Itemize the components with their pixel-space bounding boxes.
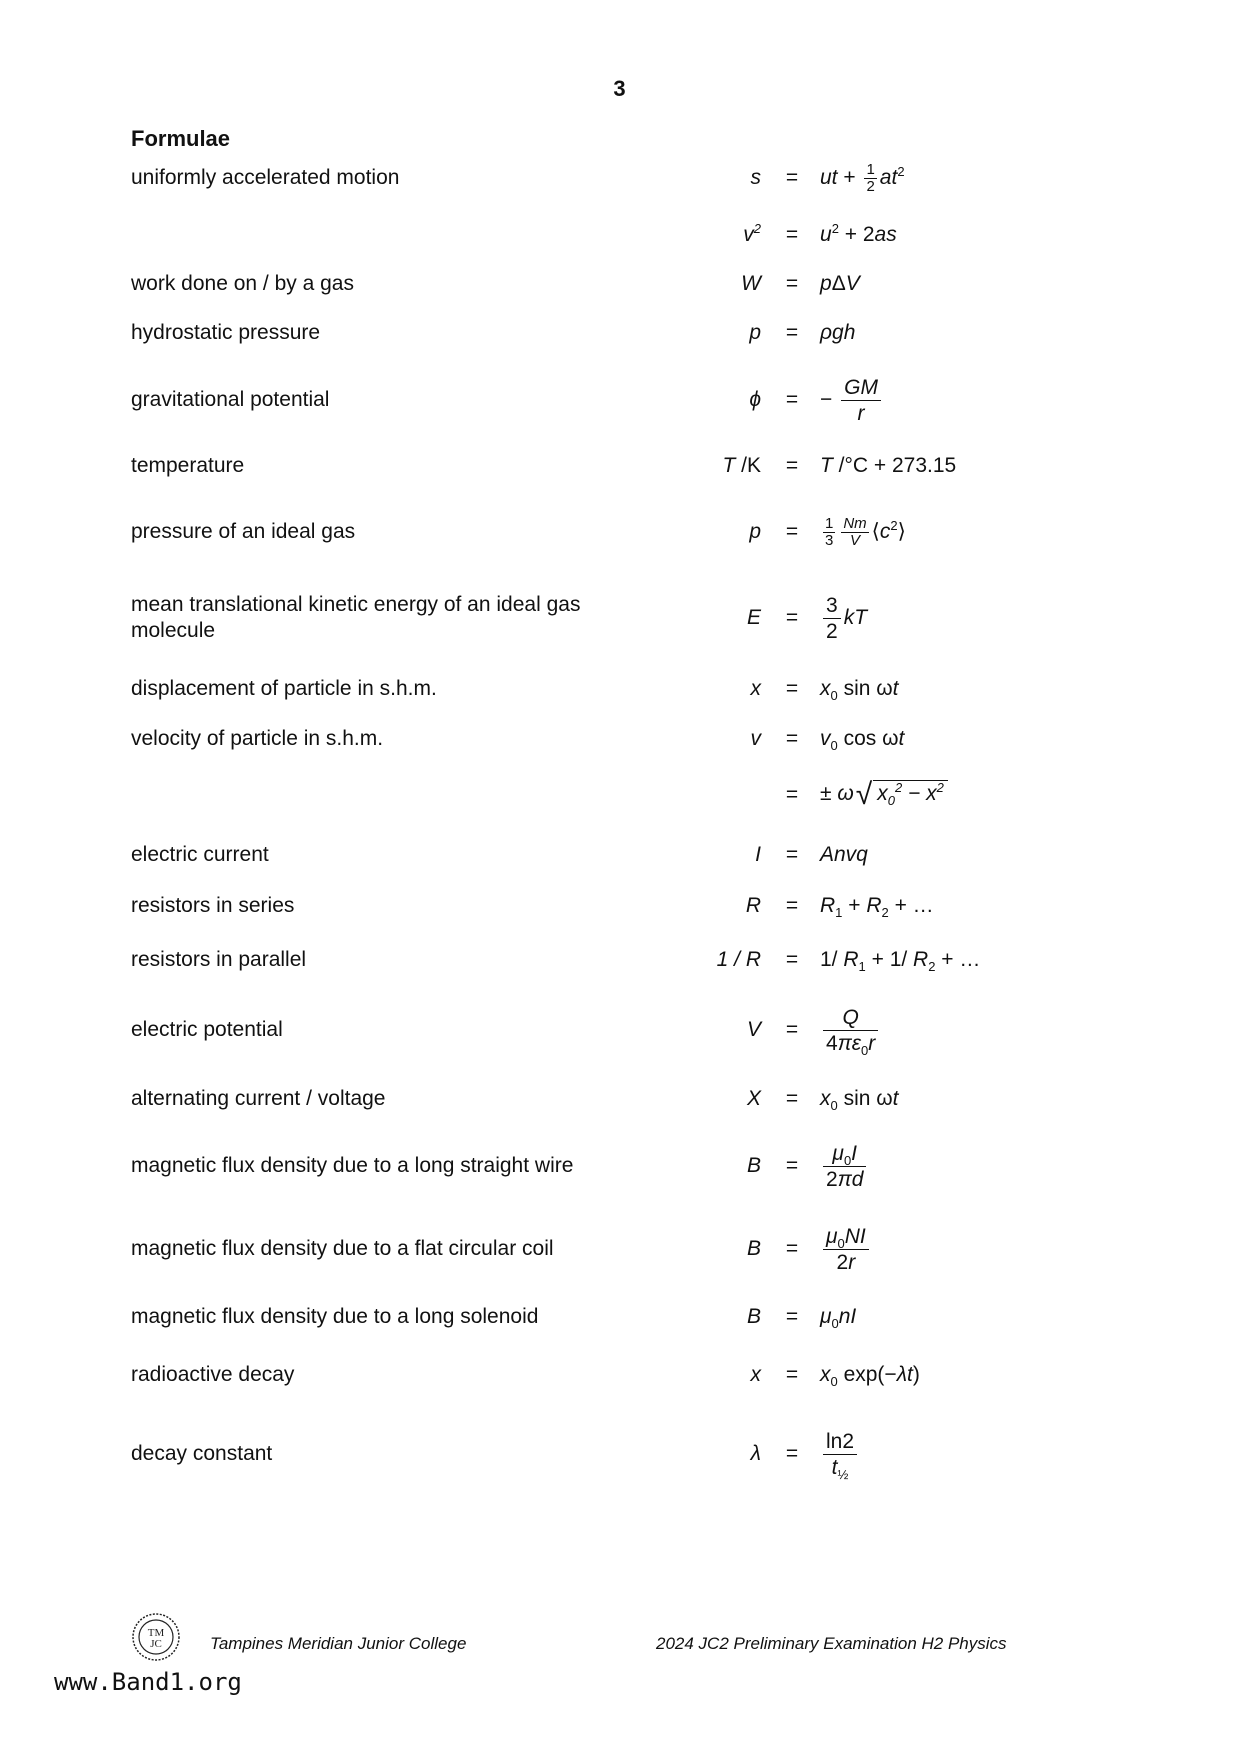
- section-heading: Formulae: [131, 126, 231, 151]
- formula-symbol: p: [749, 321, 761, 344]
- formula-expression: $u^2 + 2as$: [820, 221, 897, 246]
- equals-sign: =: [785, 166, 799, 189]
- formula-symbol: p: [749, 520, 761, 543]
- equals-sign: =: [785, 1087, 799, 1110]
- equals-sign: =: [785, 1442, 799, 1465]
- equals-sign: =: [785, 783, 799, 806]
- formula-label: decay constant: [131, 1442, 273, 1465]
- equals-sign: =: [785, 272, 799, 295]
- formula-label: magnetic flux density due to a long straight wire: [131, 1154, 574, 1177]
- formula-label: magnetic flux density due to a flat circular coil: [131, 1237, 554, 1260]
- formula-expression: pΔV: [820, 272, 860, 295]
- formula-symbol: R: [745, 894, 761, 917]
- formula-symbol: W: [741, 272, 761, 295]
- formula-symbol: B: [746, 1154, 761, 1177]
- formula-label: gravitational potential: [131, 388, 330, 411]
- formula-expression: $\frac{\mu_0I}{2\pi d}$: [820, 1141, 869, 1192]
- watermark-url: www.Band1.org: [54, 1668, 242, 1696]
- formula-label: pressure of an ideal gas: [131, 520, 356, 543]
- college-logo-icon: [131, 1612, 181, 1662]
- formula-symbol: I: [755, 843, 761, 866]
- equals-sign: =: [785, 1018, 799, 1041]
- formula-expression: $\frac{\ln 2}{t_{\frac{1}{2}}}$: [820, 1429, 860, 1480]
- formula-label: electric current: [131, 843, 269, 866]
- equals-sign: =: [785, 454, 799, 477]
- formula-label: hydrostatic pressure: [131, 321, 321, 344]
- page-number: 3: [613, 76, 626, 101]
- formula-label: electric potential: [131, 1018, 283, 1041]
- formula-label: velocity of particle in s.h.m.: [131, 727, 384, 750]
- equals-sign: =: [785, 520, 799, 543]
- formula-expression: $R_1 + R_2$ + …: [820, 894, 934, 921]
- formula-symbol: V: [746, 1018, 761, 1041]
- formula-symbol: E: [746, 606, 761, 629]
- formula-expression: T /°C + 273.15: [820, 454, 957, 477]
- svg-text:JC: JC: [150, 1638, 162, 1650]
- equals-sign: =: [785, 1154, 799, 1177]
- formula-expression: Anvq: [820, 843, 868, 866]
- formula-symbol: v: [750, 727, 761, 750]
- formula-symbol: x: [750, 677, 761, 700]
- formula-symbol: x: [750, 1363, 761, 1386]
- formula-expression: $\frac{1}{3}$ $\frac{Nm}{V}$ $⟨c^2⟩$: [825, 514, 906, 549]
- formula-label: resistors in parallel: [131, 948, 307, 971]
- footer-college-name: Tampines Meridian Junior College: [210, 1634, 467, 1653]
- formula-expression: $\mu_0nI$: [820, 1305, 857, 1332]
- formula-label: work done on / by a gas: [131, 272, 354, 295]
- formula-label: displacement of particle in s.h.m.: [131, 677, 437, 700]
- equals-sign: =: [785, 843, 799, 866]
- equals-sign: =: [785, 321, 799, 344]
- footer-exam-title: 2024 JC2 Preliminary Examination H2 Physics: [656, 1634, 1007, 1653]
- equals-sign: =: [785, 1305, 799, 1328]
- formula-expression: ± ω√ $x_0^2 - x^2$: [820, 778, 948, 812]
- formula-expression: $v_0$ cos ωt: [820, 727, 905, 754]
- formula-label: resistors in series: [131, 894, 295, 917]
- formula-label: magnetic flux density due to a long solenoid: [131, 1305, 539, 1328]
- formula-expression: $x_0$ sin ωt: [820, 677, 899, 704]
- formula-expression: ρgh: [820, 321, 856, 344]
- formula-symbol: $v^2$: [743, 221, 761, 246]
- formula-expression: $x_0$ exp(−λt): [820, 1363, 920, 1390]
- equals-sign: =: [785, 727, 799, 750]
- formula-label: radioactive decay: [131, 1363, 295, 1386]
- equals-sign: =: [785, 1237, 799, 1260]
- equals-sign: =: [785, 1363, 799, 1386]
- formula-expression: − $\frac{GM}{r}$: [820, 375, 884, 426]
- equals-sign: =: [785, 388, 799, 411]
- formula-expression: $\frac{\mu_0NI}{2r}$: [820, 1224, 872, 1275]
- formula-symbol: X: [746, 1087, 761, 1110]
- svg-text:TM: TM: [147, 1627, 165, 1639]
- formula-expression: $\frac{3}{2}$ kT: [820, 593, 867, 644]
- equals-sign: =: [785, 223, 799, 246]
- formula-symbol: T /K: [722, 454, 761, 477]
- formula-symbol: λ: [750, 1442, 761, 1465]
- formula-label: alternating current / voltage: [131, 1087, 386, 1110]
- formula-label: temperature: [131, 454, 245, 477]
- formula-symbol: B: [746, 1237, 761, 1260]
- equals-sign: =: [785, 894, 799, 917]
- formula-expression: $\frac{Q}{4\pi\varepsilon_0r}$: [820, 1005, 881, 1056]
- formula-expression: $x_0$ sin ωt: [820, 1087, 899, 1114]
- formula-symbol: ϕ: [749, 388, 761, 411]
- formula-symbol: 1 / R: [716, 948, 761, 971]
- formula-symbol: B: [746, 1305, 761, 1328]
- formula-expression: 1/ $R_1 + 1/$ $R_2$ + …: [820, 948, 981, 975]
- formula-label: uniformly accelerated motion: [131, 166, 400, 189]
- formula-label: mean translational kinetic energy of an ideal gas molecule: [131, 593, 581, 642]
- equals-sign: =: [785, 677, 799, 700]
- equals-sign: =: [785, 948, 799, 971]
- equals-sign: =: [785, 606, 799, 629]
- formula-symbol: s: [750, 166, 761, 189]
- formula-expression: ut + $\frac{1}{2}$ $at^2$: [820, 160, 905, 195]
